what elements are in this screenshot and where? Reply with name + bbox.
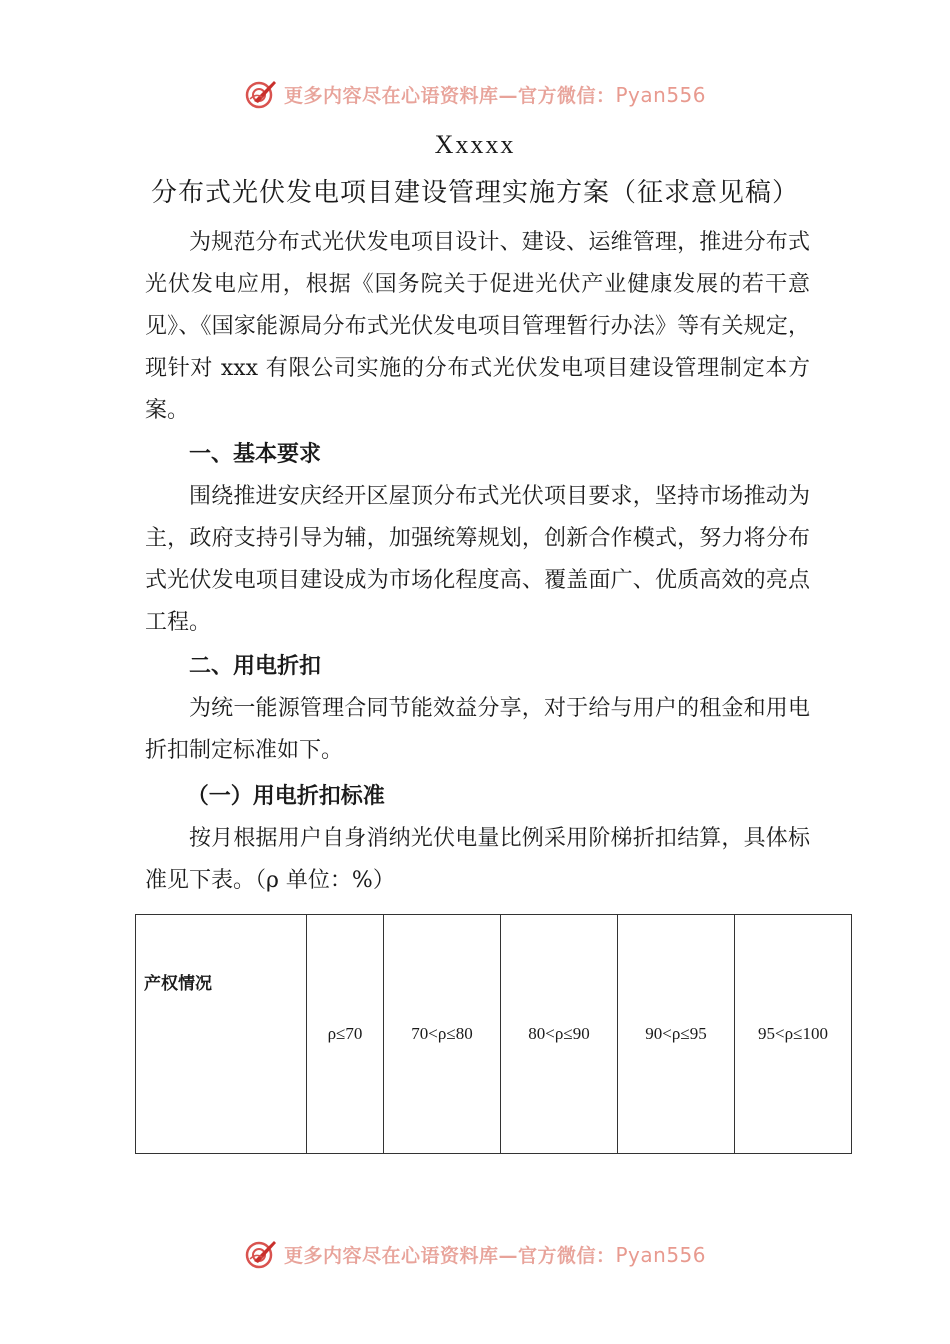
table-row-header: 产权情况 [136, 915, 307, 1154]
table-row [136, 915, 852, 1154]
subsection-1-paragraph: 按月根据用户自身消纳光伏电量比例采用阶梯折扣结算，具体标准见下表。（ρ 单位：%） [145, 826, 810, 893]
watermark-wechat-id: Pyan556 [615, 1242, 707, 1267]
table-cell: 95<ρ≤100 [735, 915, 852, 1154]
intro-paragraph: 为规范分布式光伏发电项目设计、建设、运维管理，推进分布式光伏发电应用，根据《国务院关于促进光伏产业健康发展的若干意见》、《国家能源局分布式光伏发电项目管理暂行办法》等有关规定，现针对 xxx 有限公司实施的分布式光伏发电项目建设管理制定本方案。 [145, 230, 810, 423]
watermark-header [0, 72, 950, 116]
watermark-footer [0, 1232, 950, 1276]
watermark-wechat-id: Pyan556 [615, 82, 707, 107]
table-cell: 80<ρ≤90 [501, 915, 618, 1154]
table-cell: 90<ρ≤95 [618, 915, 735, 1154]
table-cell: 70<ρ≤80 [384, 915, 501, 1154]
subsection-1-heading: （一）用电折扣标准 [186, 784, 385, 809]
discount-table [135, 914, 852, 1154]
quill-seal-icon [244, 77, 278, 111]
document-body [145, 222, 810, 902]
table-cell: ρ≤70 [307, 915, 384, 1154]
document-code: Xxxxx [434, 130, 516, 159]
section-2-paragraph: 为统一能源管理合同节能效益分享，对于给与用户的租金和用电折扣制定标准如下。 [145, 696, 810, 763]
watermark-text: 更多内容尽在心语资料库—官方微信：Pyan556 [283, 1242, 707, 1267]
section-1-paragraph: 围绕推进安庆经开区屋顶分布式光伏项目要求，坚持市场推动为主，政府支持引导为辅，加强统筹规划，创新合作模式，努力将分布式光伏发电项目建设成为市场化程度高、覆盖面广、优质高效的亮点工程。 [145, 484, 810, 635]
section-1-heading: 一、基本要求 [189, 442, 322, 467]
watermark-text: 更多内容尽在心语资料库—官方微信：Pyan556 [283, 82, 707, 107]
document-title: 分布式光伏发电项目建设管理实施方案（征求意见稿） [150, 178, 799, 208]
section-2-heading: 二、用电折扣 [189, 654, 322, 679]
quill-seal-icon [244, 1237, 278, 1271]
